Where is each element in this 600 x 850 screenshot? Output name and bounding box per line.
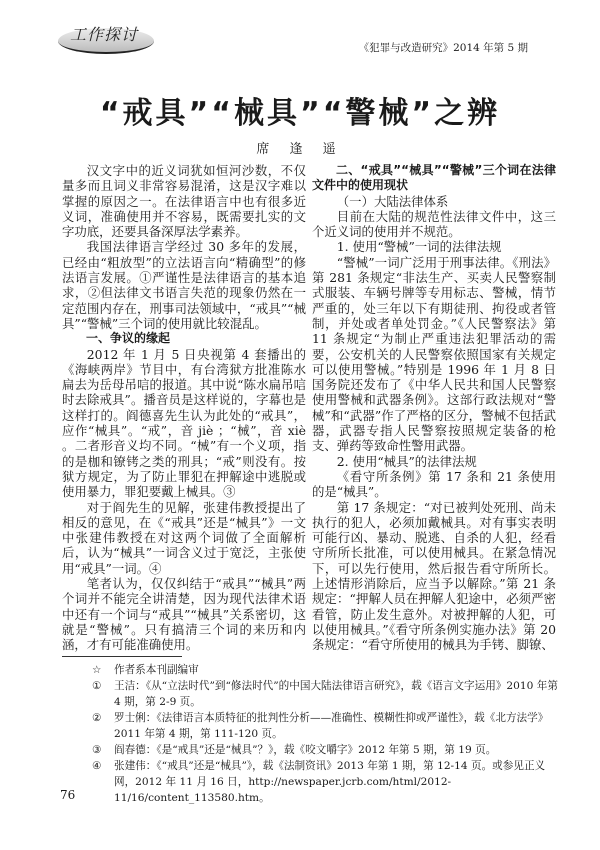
- journal-issue: 《犯罪与改造研究》2014 年第 5 期: [358, 42, 528, 54]
- paragraph: 第 17 条规定：“对已被判处死刑、尚未执行的犯人，必须加戴械具。对有事实表明可能行凶、暴动、脱逃、自杀的人犯，经看守所所长批准，可以使用械具。在紧急情况下，可以先行使用，然后报告看守所所长。上述情形消除后，应当予以解除。”第 21 条规定：“押解人员在押解人犯途中，必须严密看管，防止发生意外。对被押解的人犯，可以使用械具。”《看守所条例实施办法》第 20 条规定：“看守所使用的械具为手铐、脚镣、: [312, 499, 556, 653]
- footnote: [92, 710, 562, 742]
- article-author: 席 逢 遥: [256, 142, 344, 157]
- section-heading: 二、“戒具”“械具”“警械”三个词在法律文件中的使用现状: [312, 163, 556, 193]
- right-column: [312, 163, 556, 653]
- footnote: [92, 742, 562, 758]
- footnote-divider: [62, 656, 182, 657]
- paragraph: 汉文字中的近义词犹如恒河沙数，不仅量多而且词义非常容易混淆，这是汉字难以掌握的原因之一。在法律语言中也有很多近义词，准确使用并不容易，既需要扎实的文字功底，还要具备深厚法学素养。: [62, 163, 306, 240]
- footnote-text: 作者系本刊副编审: [114, 664, 199, 676]
- footnotes: [92, 662, 562, 806]
- footnote-marker: ☆: [92, 664, 102, 676]
- footnote-marker: ①: [92, 680, 102, 692]
- paragraph: 1. 使用“警械”一词的法律法规: [336, 239, 502, 255]
- paragraph: 对于阎先生的见解，张建伟教授提出了相反的意见，在《“戒具”还是“械具”》一文中张建伟教授在对这两个词做了全面解析后，认为“械具”一词含义过于宽泛，主张使用“戒具”一词。④: [62, 499, 306, 576]
- footnote-text: 张建伟：《“戒具”还是“械具”》，载《法制资讯》2013 年第 1 期，第 12-14 页。或参见正义网，2012 年 11 月 16 日，http://newspaper.jcrb.com/html/2012-11/16/content_113580.htm。: [114, 760, 546, 804]
- page-number: 76: [60, 788, 76, 802]
- paragraph: “警械”一词广泛用于刑事法律。《刑法》第 281 条规定“非法生产、买卖人民警察制式服装、车辆号牌等专用标志、警械，情节严重的，处三年以下有期徒刑、拘役或者管制，并处或者单处罚金。”《人民警察法》第 11 条规定“为制止严重违法犯罪活动的需要，公安机关的人民警察依照国家有关规定可以使用警械。”特别是 1996 年 1 月 8 日国务院还发布了《中华人民共和国人民警察使用警械和武器条例》。这部行政法规对“警械”和“武器”作了严格的区分，警械不包括武器，武器专指人民警察按照规定装备的枪支、弹药等致命性警用武器。: [312, 254, 556, 454]
- paragraph: 2. 使用“械具”的法律法规: [336, 453, 477, 469]
- article-title: “戒具”“械具”“警械”之辨: [99, 96, 501, 131]
- footnote: [92, 678, 562, 710]
- footnote-marker: ④: [92, 760, 102, 772]
- footnote-text: 王洁：《从“立法时代”到“修法时代”的中国大陆法律语言研究》，载《语言文字运用》2010 年第 4 期，第 2-9 页。: [114, 680, 558, 708]
- footnote-marker: ②: [92, 712, 102, 724]
- paragraph: 2012 年 1 月 5 日央视第 4 套播出的《海峡两岸》节目中，有台湾狱方批准陈水扁去为岳母吊唁的报道。其中说“陈水扁吊唁时去除戒具”。播音员是这样说的，字幕也是这样打的。阎德喜先生认为此处的“戒具”，应作“械具”。“戒”，音 jiè ；“械”，音 xiè 。二者形音义均不同。“械”有一个义项，指的是枷和镣铐之类的刑具；“戒”则没有。按狱方规定，为了防止罪犯在押解途中逃脱或使用暴力，罪犯要戴上械具。③: [62, 346, 306, 500]
- section-heading: 一、争议的缘起: [86, 331, 171, 346]
- paragraph: 笔者认为，仅仅纠结于“戒具”“械具”两个词并不能完全讲清楚，因为现代法律术语中还有一个词与“戒具”“械具”关系密切，这就是“警械”。只有搞清三个词的来历和内涵，才有可能准确使用。: [62, 576, 306, 653]
- footnote-marker: ③: [92, 744, 102, 756]
- footnote: [92, 662, 562, 678]
- footnote-text: 阎春德：《是“戒具”还是“械具”？》，载《咬文嚼字》2012 年第 5 期，第 19 页。: [114, 744, 497, 756]
- left-column: [62, 163, 306, 653]
- footnote: [92, 758, 562, 806]
- paragraph: 《看守所条例》第 17 条和 21 条使用的是“械具”。: [312, 468, 556, 500]
- section-tag-label: 工作探讨: [70, 25, 139, 44]
- paragraph: 我国法律语言学经过 30 多年的发展，已经由“粗放型”的立法语言向“精确型”的修法语言发展。①严谨性是法律语言的基本追求，②但法律文书语言失范的现象仍然在一定范围内存在，刑事司法领域中，“戒具”“械具”“警械”三个词的使用就比较混乱。: [62, 239, 306, 331]
- section-tag: [58, 14, 154, 54]
- footnote-text: 罗士俐：《法律语言本质特征的批判性分析——准确性、模糊性抑或严谨性》，载《北方法学》2011 年第 4 期，第 111-120 页。: [114, 712, 549, 740]
- paragraph: （一）大陆法律体系: [336, 193, 449, 209]
- paragraph: 目前在大陆的规范性法律文件中，这三个近义词的使用并不规范。: [312, 208, 556, 240]
